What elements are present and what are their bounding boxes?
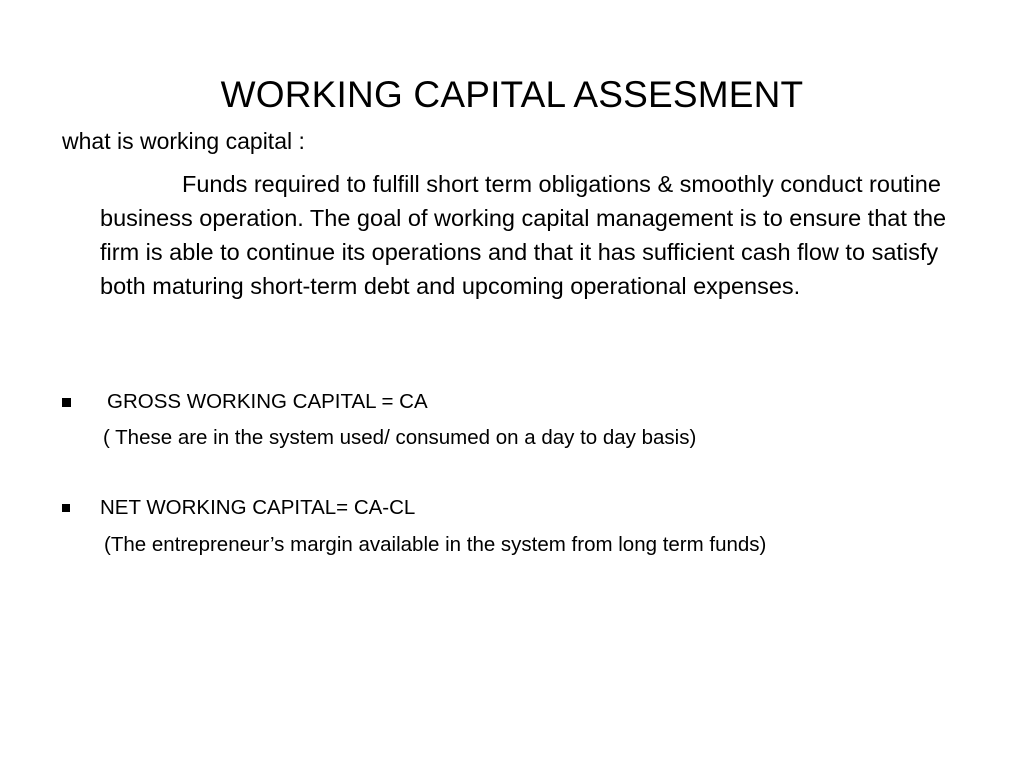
bullet-gross-working-capital	[62, 388, 428, 416]
square-bullet-icon	[62, 504, 70, 512]
bullet-label: GROSS WORKING CAPITAL = CA	[107, 390, 428, 413]
bullet-label: NET WORKING CAPITAL= CA-CL	[100, 496, 416, 519]
square-bullet-icon	[62, 398, 71, 407]
slide-title: WORKING CAPITAL ASSESMENT	[220, 74, 804, 115]
intro-question: what is working capital :	[62, 128, 305, 154]
bullet-note: ( These are in the system used/ consumed on a day to day basis)	[103, 426, 697, 449]
bullet-note: (The entrepreneur’s margin available in the system from long term funds)	[104, 533, 767, 556]
definition-paragraph: Funds required to fulfill short term obligations & smoothly conduct routine business operation. The goal of working capital management is to ensure that the firm is able to continue its operations and that it has sufficient cash flow to satisfy both maturing short-term debt and upcoming operational expenses.	[100, 171, 947, 299]
bullet-net-working-capital	[62, 494, 415, 522]
